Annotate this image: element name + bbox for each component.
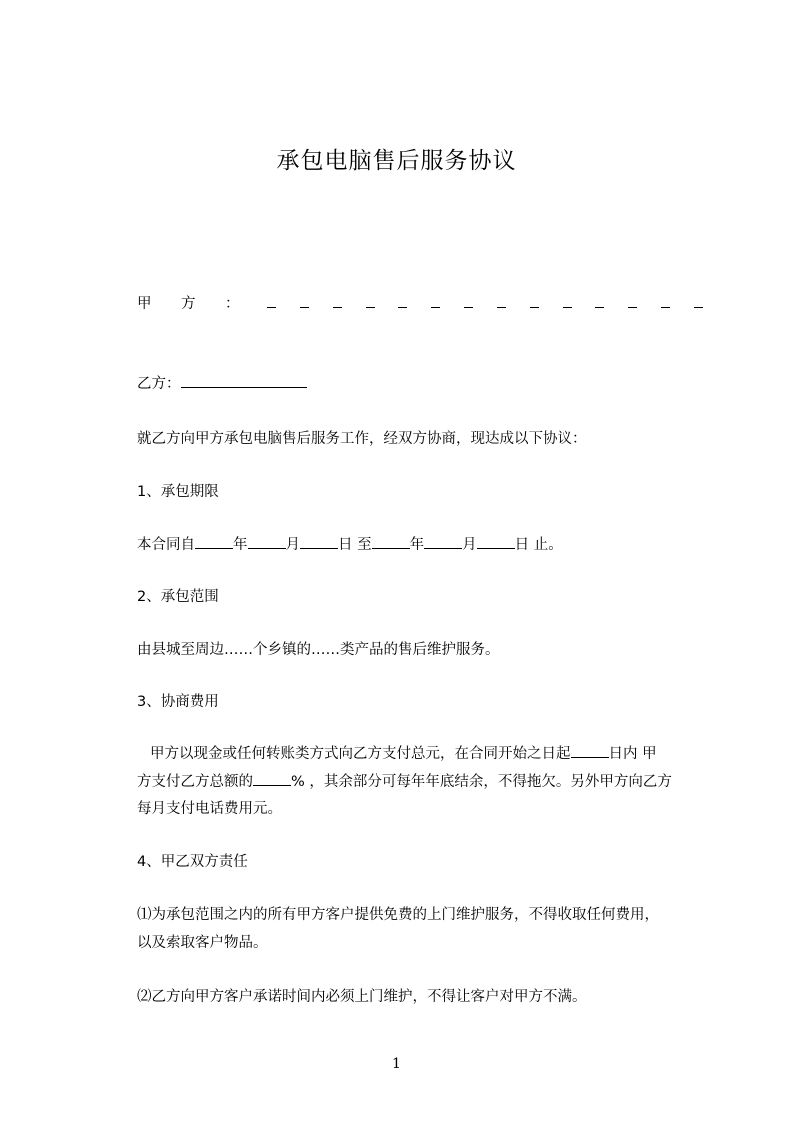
section-2-heading: 2、承包范围 [137, 589, 219, 605]
party-b-blank [181, 373, 307, 388]
page-number: 1 [392, 1056, 401, 1072]
section-3-line-3: 每月支付电话费用元。 [137, 801, 282, 817]
term-month-label: 月 [285, 537, 300, 553]
party-a-label-1: 甲 [137, 296, 152, 312]
fee-text-4: % ，其余部分可每年年底结余，不得拖欠。另外甲方向乙方 [291, 774, 672, 790]
end-month-blank [424, 534, 462, 549]
term-year-label-2: 年 [409, 537, 425, 553]
section-4-heading: 4、甲乙双方责任 [137, 854, 248, 870]
section-4-item-1-line-1: ⑴为承包范围之内的所有甲方客户提供免费的上门维护服务，不得收取任何费用， [137, 907, 659, 923]
term-day-label-2: 日 止。 [514, 537, 563, 553]
section-4-item-1-line-2: 以及索取客户物品。 [137, 935, 268, 951]
start-month-blank [248, 534, 286, 549]
start-year-blank [195, 534, 233, 549]
term-year-label: 年 [233, 537, 248, 553]
party-b-line [137, 372, 307, 393]
end-year-blank [372, 534, 410, 549]
term-month-label-2: 月 [462, 537, 477, 553]
section-3-line-2 [137, 770, 672, 791]
section-4-item-2: ⑵乙方向甲方客户承诺时间内必须上门维护，不得让客户对甲方不满。 [137, 989, 587, 1005]
party-a-line [137, 292, 707, 313]
start-day-blank [300, 534, 338, 549]
fee-text-2: 日内 甲 [608, 746, 657, 762]
days-blank [571, 743, 609, 758]
section-2-text: 由县城至周边……个乡镇的……类产品的售后维护服务。 [137, 642, 500, 658]
section-1-heading: 1、承包期限 [137, 484, 219, 500]
party-a-colon: ： [225, 296, 240, 312]
section-1-term-line [137, 533, 563, 554]
fee-text-3: 方支付乙方总额的 [137, 774, 253, 790]
party-b-label: 乙方： [137, 376, 181, 392]
party-a-label-2: 方 [181, 296, 196, 312]
document-title: 承包电脑售后服务协议 [276, 148, 517, 174]
section-3-line-1 [150, 742, 657, 763]
term-day-label: 日 至 [338, 537, 372, 553]
percent-blank [253, 771, 291, 786]
intro-text: 就乙方向甲方承包电脑售后服务工作，经双方协商，现达成以下协议： [137, 431, 587, 447]
fee-text-1: 甲方以现金或任何转账类方式向乙方支付总元，在合同开始之日起 [150, 746, 571, 762]
party-a-blank [261, 297, 707, 308]
end-day-blank [477, 534, 515, 549]
section-3-heading: 3、协商费用 [137, 694, 219, 710]
term-text-start: 本合同自 [137, 537, 195, 553]
